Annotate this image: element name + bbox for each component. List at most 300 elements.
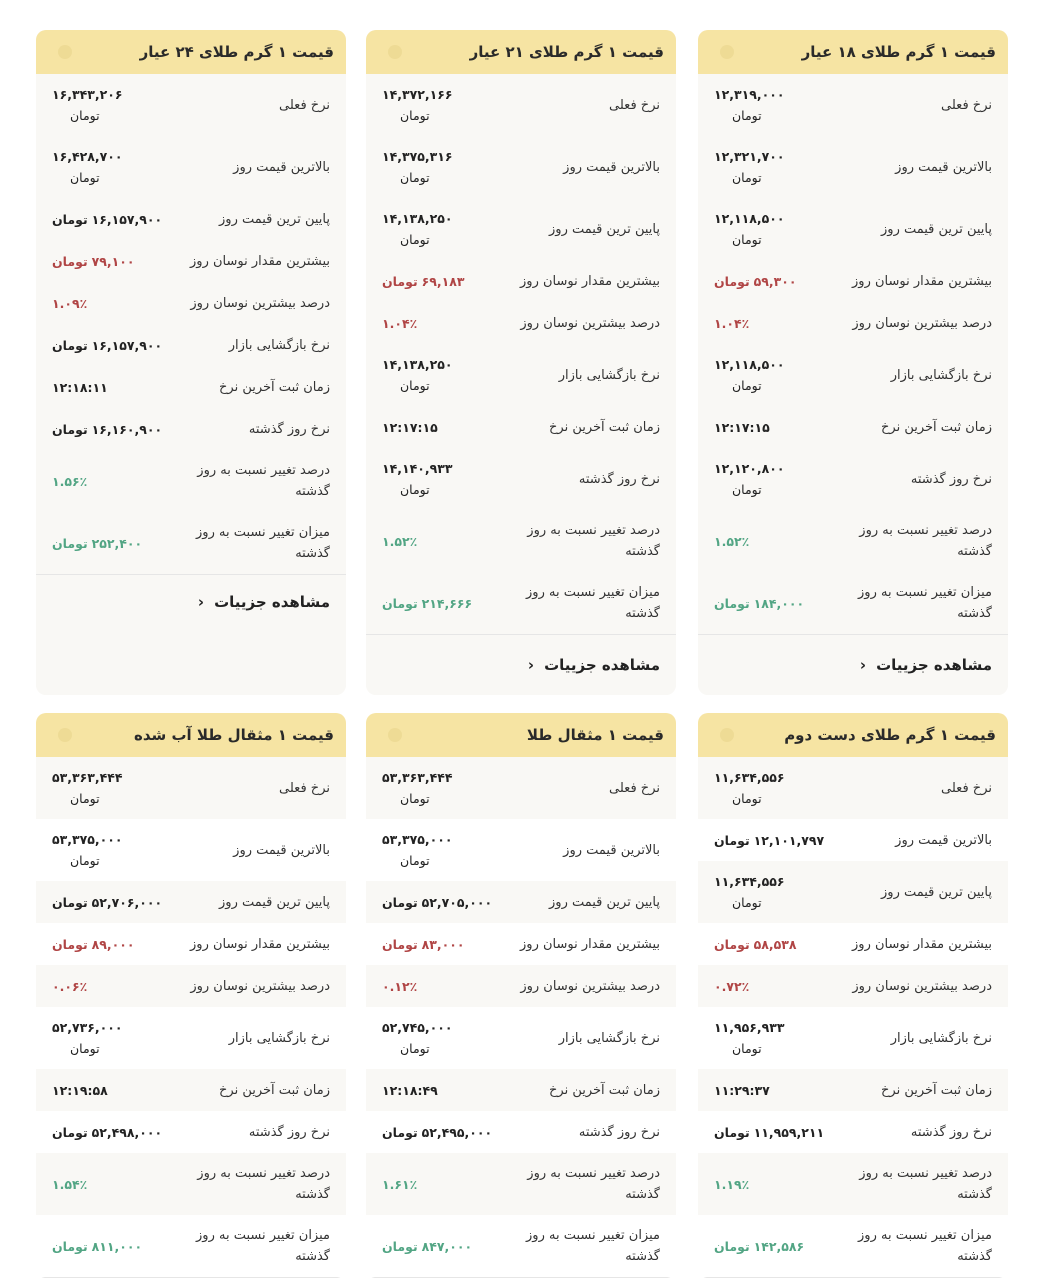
value-number: ۱۴,۱۳۸,۲۵۰: [382, 211, 453, 226]
price-row: [366, 406, 676, 448]
row-label: نرخ روز گذشته: [248, 1124, 330, 1140]
row-label: نرخ روز گذشته: [910, 1124, 992, 1140]
price-card: [36, 713, 346, 1278]
row-label: زمان ثبت آخرین نرخ: [549, 1082, 660, 1098]
price-row: [366, 757, 676, 819]
row-label: درصد بیشترین نوسان روز: [190, 295, 330, 311]
row-value: [382, 271, 505, 292]
value-number: ۵۲,۷۳۶,۰۰۰: [52, 1020, 123, 1035]
row-value: [52, 1174, 181, 1195]
row-label: میزان تغییر نسبت به روز گذشته: [196, 1228, 330, 1264]
price-row: [698, 1153, 1008, 1215]
price-row: [36, 324, 346, 366]
card-title: قیمت ۱ مثقال طلا: [526, 726, 664, 744]
info-dot-icon[interactable]: [720, 728, 734, 742]
row-value: [714, 1080, 837, 1101]
row-label: نرخ بازگشایی بازار: [558, 1030, 660, 1046]
row-label: نرخ روز گذشته: [248, 421, 330, 437]
row-value: [382, 531, 511, 552]
price-row: [366, 819, 676, 881]
info-dot-icon[interactable]: [58, 45, 72, 59]
divider: [366, 1277, 676, 1278]
price-row: [36, 198, 346, 240]
value-number: ۱۲:۱۹:۵۸: [52, 1082, 108, 1098]
value-unit: تومان: [732, 378, 762, 393]
view-details-label: مشاهده جزییات: [214, 593, 330, 611]
value-number: ۸۳,۰۰۰: [421, 936, 465, 952]
row-value: [714, 976, 837, 997]
price-row: [698, 406, 1008, 448]
row-value: [382, 1174, 511, 1195]
card-header: [36, 713, 346, 757]
value-number: ۱.۵۴٪: [52, 1176, 88, 1192]
price-row: [366, 965, 676, 1007]
row-label: نرخ فعلی: [941, 97, 992, 113]
card-title: قیمت ۱ گرم طلای ۲۴ عیار: [139, 43, 334, 61]
value-number: ۵۳,۳۶۳,۴۴۴: [382, 770, 453, 785]
value-number: ۱.۰۹٪: [52, 295, 88, 311]
row-value: [714, 767, 837, 809]
value-unit: تومان: [400, 378, 430, 393]
price-row: [366, 1069, 676, 1111]
view-details-label: مشاهده جزییات: [544, 656, 660, 674]
row-value: [714, 531, 843, 552]
row-label: نرخ بازگشایی بازار: [228, 337, 330, 353]
row-value: [714, 271, 837, 292]
row-value: [714, 1017, 837, 1059]
row-label: نرخ فعلی: [279, 97, 330, 113]
card-title: قیمت ۱ گرم طلای ۲۱ عیار: [469, 43, 664, 61]
value-unit: تومان: [714, 595, 750, 611]
row-label: پایین ترین قیمت روز: [881, 884, 992, 900]
value-unit: تومان: [382, 273, 418, 289]
value-number: ۵۲,۷۰۵,۰۰۰: [421, 894, 493, 910]
price-row: [36, 1007, 346, 1069]
info-dot-icon[interactable]: [388, 728, 402, 742]
card-title: قیمت ۱ گرم طلای دست دوم: [784, 726, 996, 744]
row-label: درصد تغییر نسبت به روز گذشته: [197, 1166, 330, 1202]
value-unit: تومان: [52, 1238, 88, 1254]
row-label: پایین ترین قیمت روز: [881, 221, 992, 237]
value-number: ۱۴,۳۷۲,۱۶۶: [382, 87, 453, 102]
value-number: ۱۲,۱۱۸,۵۰۰: [714, 211, 785, 226]
row-value: [382, 208, 505, 250]
price-row: [36, 408, 346, 450]
row-value: [714, 830, 837, 851]
row-label: بالاترین قیمت روز: [895, 159, 992, 175]
price-row: [366, 1007, 676, 1069]
price-row: [366, 260, 676, 302]
info-dot-icon[interactable]: [388, 45, 402, 59]
value-number: ۸۹,۰۰۰: [91, 936, 135, 952]
value-number: ۲۱۴,۶۶۶: [421, 595, 473, 611]
price-row: [698, 302, 1008, 344]
value-number: ۱۱,۹۵۶,۹۳۳: [714, 1020, 785, 1035]
divider: [36, 1277, 346, 1278]
value-number: ۱۲,۱۱۸,۵۰۰: [714, 357, 785, 372]
card-title: قیمت ۱ گرم طلای ۱۸ عیار: [801, 43, 996, 61]
row-value: [52, 293, 175, 314]
row-label: نرخ روز گذشته: [910, 471, 992, 487]
row-value: [382, 84, 505, 126]
row-value: [382, 417, 505, 438]
value-number: ۵۳,۳۶۳,۴۴۴: [52, 770, 123, 785]
value-unit: تومان: [382, 1124, 418, 1140]
row-value: [714, 458, 837, 500]
price-card: [366, 30, 676, 695]
value-unit: تومان: [70, 853, 100, 868]
row-value: [382, 767, 505, 809]
value-unit: تومان: [714, 1124, 750, 1140]
card-title: قیمت ۱ مثقال طلا آب شده: [133, 726, 334, 744]
price-row: [36, 74, 346, 136]
value-number: ۱.۰۴٪: [714, 315, 750, 331]
row-value: [52, 533, 181, 554]
card-header: [698, 713, 1008, 757]
row-label: بالاترین قیمت روز: [563, 842, 660, 858]
value-number: ۱.۵۲٪: [714, 533, 750, 549]
row-value: [52, 471, 181, 492]
row-label: نرخ بازگشایی بازار: [228, 1030, 330, 1046]
row-value: [52, 1236, 181, 1257]
value-number: ۱۲:۱۸:۱۱: [52, 379, 108, 395]
price-row: [698, 1215, 1008, 1277]
row-value: [52, 377, 175, 398]
price-row: [36, 136, 346, 198]
value-unit: تومان: [714, 936, 750, 952]
value-unit: تومان: [732, 895, 762, 910]
row-value: [382, 313, 505, 334]
row-label: بالاترین قیمت روز: [233, 159, 330, 175]
price-card: [698, 713, 1008, 1278]
price-row: [366, 510, 676, 572]
value-number: ۰.۰۶٪: [52, 978, 88, 994]
value-number: ۱.۶۱٪: [382, 1176, 418, 1192]
row-label: زمان ثبت آخرین نرخ: [881, 1082, 992, 1098]
row-value: [714, 417, 837, 438]
row-label: زمان ثبت آخرین نرخ: [219, 1082, 330, 1098]
price-row: [366, 1215, 676, 1277]
price-row: [366, 1153, 676, 1215]
price-row: [36, 512, 346, 574]
row-value: [52, 767, 175, 809]
row-label: زمان ثبت آخرین نرخ: [219, 379, 330, 395]
row-value: [714, 354, 837, 396]
row-label: میزان تغییر نسبت به روز گذشته: [526, 585, 660, 621]
price-row: [698, 819, 1008, 861]
view-details-link[interactable]: [698, 635, 1008, 695]
price-row: [698, 344, 1008, 406]
price-row: [366, 448, 676, 510]
value-number: ۱۲,۳۱۹,۰۰۰: [714, 87, 785, 102]
row-label: میزان تغییر نسبت به روز گذشته: [526, 1228, 660, 1264]
value-unit: تومان: [714, 273, 750, 289]
row-value: [52, 335, 175, 356]
chevron-left-icon: ‹: [527, 656, 535, 674]
row-label: بیشترین مقدار نوسان روز: [520, 273, 660, 289]
value-unit: تومان: [382, 595, 418, 611]
row-value: [382, 146, 505, 188]
row-label: درصد بیشترین نوسان روز: [520, 315, 660, 331]
value-unit: تومان: [400, 170, 430, 185]
row-label: بالاترین قیمت روز: [233, 842, 330, 858]
value-unit: تومان: [70, 1041, 100, 1056]
price-row: [36, 1215, 346, 1277]
value-number: ۵۹,۳۰۰: [753, 273, 797, 289]
price-row: [366, 923, 676, 965]
price-row: [366, 74, 676, 136]
view-details-link[interactable]: [36, 575, 346, 695]
row-label: بیشترین مقدار نوسان روز: [852, 936, 992, 952]
row-label: درصد تغییر نسبت به روز گذشته: [527, 523, 660, 559]
value-number: ۱۶,۳۴۳,۲۰۶: [52, 87, 123, 102]
row-label: میزان تغییر نسبت به روز گذشته: [858, 1228, 992, 1264]
value-unit: تومان: [52, 894, 88, 910]
price-row: [36, 965, 346, 1007]
row-value: [52, 934, 175, 955]
price-row: [36, 757, 346, 819]
row-label: نرخ بازگشایی بازار: [558, 367, 660, 383]
view-details-link[interactable]: [366, 635, 676, 695]
price-row: [366, 344, 676, 406]
row-value: [382, 458, 505, 500]
row-value: [714, 1236, 843, 1257]
row-label: نرخ فعلی: [609, 780, 660, 796]
price-row: [698, 198, 1008, 260]
value-number: ۶۹,۱۸۳: [421, 273, 465, 289]
value-number: ۵۲,۷۴۵,۰۰۰: [382, 1020, 453, 1035]
row-value: [714, 1174, 843, 1195]
row-label: نرخ بازگشایی بازار: [890, 367, 992, 383]
value-unit: تومان: [732, 232, 762, 247]
row-label: نرخ فعلی: [941, 780, 992, 796]
divider: [698, 1277, 1008, 1278]
price-row: [698, 1111, 1008, 1153]
price-row: [366, 136, 676, 198]
value-number: ۱۴,۱۴۰,۹۳۳: [382, 461, 453, 476]
value-number: ۱۲,۱۲۰,۸۰۰: [714, 461, 785, 476]
value-number: ۱۶,۱۵۷,۹۰۰: [91, 211, 163, 227]
price-row: [36, 1153, 346, 1215]
value-number: ۰.۷۲٪: [714, 978, 750, 994]
price-row: [698, 136, 1008, 198]
card-header: [366, 30, 676, 74]
value-unit: تومان: [732, 1041, 762, 1056]
value-number: ۱۲:۱۷:۱۵: [714, 419, 770, 435]
row-value: [382, 1122, 505, 1143]
row-value: [382, 1080, 505, 1101]
row-value: [714, 84, 837, 126]
value-number: ۲۵۲,۴۰۰: [91, 535, 143, 551]
value-unit: تومان: [732, 791, 762, 806]
value-unit: تومان: [52, 421, 88, 437]
row-label: میزان تغییر نسبت به روز گذشته: [858, 585, 992, 621]
row-label: بیشترین مقدار نوسان روز: [190, 253, 330, 269]
value-unit: تومان: [400, 482, 430, 497]
price-row: [698, 510, 1008, 572]
price-card: [36, 30, 346, 695]
price-row: [366, 1111, 676, 1153]
value-number: ۱۲,۱۰۱,۷۹۷: [753, 832, 825, 848]
price-row: [698, 757, 1008, 819]
value-unit: تومان: [382, 1238, 418, 1254]
price-card: [366, 713, 676, 1278]
row-value: [714, 871, 837, 913]
value-number: ۱۶,۱۵۷,۹۰۰: [91, 337, 163, 353]
value-unit: تومان: [52, 1124, 88, 1140]
value-unit: تومان: [382, 894, 418, 910]
price-row: [36, 923, 346, 965]
row-value: [382, 976, 505, 997]
row-label: درصد تغییر نسبت به روز گذشته: [859, 523, 992, 559]
value-unit: تومان: [714, 1238, 750, 1254]
row-value: [714, 934, 837, 955]
price-row: [366, 198, 676, 260]
card-header: [366, 713, 676, 757]
row-label: درصد بیشترین نوسان روز: [520, 978, 660, 994]
row-label: زمان ثبت آخرین نرخ: [881, 419, 992, 435]
price-row: [36, 819, 346, 881]
price-row: [698, 965, 1008, 1007]
price-row: [36, 1111, 346, 1153]
value-unit: تومان: [400, 1041, 430, 1056]
row-value: [52, 419, 175, 440]
value-unit: تومان: [732, 170, 762, 185]
row-value: [382, 593, 511, 614]
price-row: [36, 366, 346, 408]
price-row: [36, 240, 346, 282]
price-row: [698, 923, 1008, 965]
value-unit: تومان: [400, 791, 430, 806]
row-value: [52, 146, 175, 188]
row-label: نرخ روز گذشته: [578, 471, 660, 487]
price-row: [698, 448, 1008, 510]
value-number: ۱.۵۲٪: [382, 533, 418, 549]
value-unit: تومان: [382, 936, 418, 952]
row-value: [382, 1236, 511, 1257]
value-unit: تومان: [70, 170, 100, 185]
value-number: ۱۲,۳۲۱,۷۰۰: [714, 149, 785, 164]
price-row: [36, 450, 346, 512]
row-value: [52, 251, 175, 272]
row-label: بالاترین قیمت روز: [895, 832, 992, 848]
row-value: [52, 1080, 175, 1101]
value-unit: تومان: [52, 253, 88, 269]
value-number: ۵۳,۳۷۵,۰۰۰: [52, 832, 123, 847]
row-label: نرخ فعلی: [279, 780, 330, 796]
value-unit: تومان: [400, 108, 430, 123]
row-label: میزان تغییر نسبت به روز گذشته: [196, 525, 330, 561]
price-row: [698, 74, 1008, 136]
value-number: ۱۴,۱۳۸,۲۵۰: [382, 357, 453, 372]
row-value: [714, 146, 837, 188]
value-unit: تومان: [70, 791, 100, 806]
price-row: [366, 881, 676, 923]
row-value: [714, 593, 843, 614]
row-value: [714, 313, 837, 334]
value-number: ۱۱:۲۹:۳۷: [714, 1082, 770, 1098]
row-value: [52, 209, 175, 230]
value-unit: تومان: [400, 853, 430, 868]
row-value: [52, 976, 175, 997]
chevron-left-icon: ‹: [197, 593, 205, 611]
value-number: ۱۸۴,۰۰۰: [753, 595, 805, 611]
value-number: ۰.۱۲٪: [382, 978, 418, 994]
price-row: [366, 302, 676, 344]
value-number: ۱۱,۶۳۴,۵۵۶: [714, 874, 785, 889]
value-number: ۱۱,۹۵۹,۲۱۱: [753, 1124, 825, 1140]
row-value: [382, 1017, 505, 1059]
row-label: درصد تغییر نسبت به روز گذشته: [859, 1166, 992, 1202]
row-label: پایین ترین قیمت روز: [219, 894, 330, 910]
row-label: پایین ترین قیمت روز: [549, 894, 660, 910]
value-unit: تومان: [714, 832, 750, 848]
price-row: [698, 260, 1008, 302]
value-number: ۵۳,۳۷۵,۰۰۰: [382, 832, 453, 847]
row-value: [52, 829, 175, 871]
row-label: درصد بیشترین نوسان روز: [852, 315, 992, 331]
value-number: ۸۱۱,۰۰۰: [91, 1238, 143, 1254]
row-value: [382, 829, 505, 871]
value-number: ۱۶,۴۲۸,۷۰۰: [52, 149, 123, 164]
value-number: ۵۲,۴۹۵,۰۰۰: [421, 1124, 493, 1140]
row-value: [382, 934, 505, 955]
price-row: [36, 881, 346, 923]
row-label: درصد تغییر نسبت به روز گذشته: [527, 1166, 660, 1202]
chevron-left-icon: ‹: [859, 656, 867, 674]
row-label: درصد بیشترین نوسان روز: [190, 978, 330, 994]
value-unit: تومان: [52, 535, 88, 551]
row-value: [714, 1122, 837, 1143]
price-row: [36, 1069, 346, 1111]
row-label: درصد تغییر نسبت به روز گذشته: [197, 463, 330, 499]
value-number: ۱۲:۱۸:۴۹: [382, 1082, 438, 1098]
value-number: ۱۲:۱۷:۱۵: [382, 419, 438, 435]
row-label: بیشترین مقدار نوسان روز: [852, 273, 992, 289]
info-dot-icon[interactable]: [58, 728, 72, 742]
value-unit: تومان: [732, 108, 762, 123]
value-number: ۱.۵۶٪: [52, 473, 88, 489]
value-number: ۱.۱۹٪: [714, 1176, 750, 1192]
view-details-label: مشاهده جزییات: [876, 656, 992, 674]
value-number: ۱۶,۱۶۰,۹۰۰: [91, 421, 163, 437]
price-row: [698, 1007, 1008, 1069]
value-number: ۷۹,۱۰۰: [91, 253, 135, 269]
row-label: بیشترین مقدار نوسان روز: [190, 936, 330, 952]
value-unit: تومان: [52, 211, 88, 227]
price-row: [366, 572, 676, 634]
value-unit: تومان: [52, 936, 88, 952]
row-value: [714, 208, 837, 250]
row-label: نرخ فعلی: [609, 97, 660, 113]
price-row: [698, 861, 1008, 923]
row-label: بالاترین قیمت روز: [563, 159, 660, 175]
row-value: [382, 892, 505, 913]
row-label: درصد بیشترین نوسان روز: [852, 978, 992, 994]
info-dot-icon[interactable]: [720, 45, 734, 59]
row-label: نرخ بازگشایی بازار: [890, 1030, 992, 1046]
value-number: ۵۲,۴۹۸,۰۰۰: [91, 1124, 163, 1140]
value-number: ۵۸,۵۳۸: [753, 936, 797, 952]
value-number: ۱.۰۴٪: [382, 315, 418, 331]
row-label: زمان ثبت آخرین نرخ: [549, 419, 660, 435]
price-row: [36, 282, 346, 324]
row-label: بیشترین مقدار نوسان روز: [520, 936, 660, 952]
row-value: [52, 1122, 175, 1143]
row-value: [52, 84, 175, 126]
value-unit: تومان: [732, 482, 762, 497]
value-number: ۸۴۷,۰۰۰: [421, 1238, 473, 1254]
